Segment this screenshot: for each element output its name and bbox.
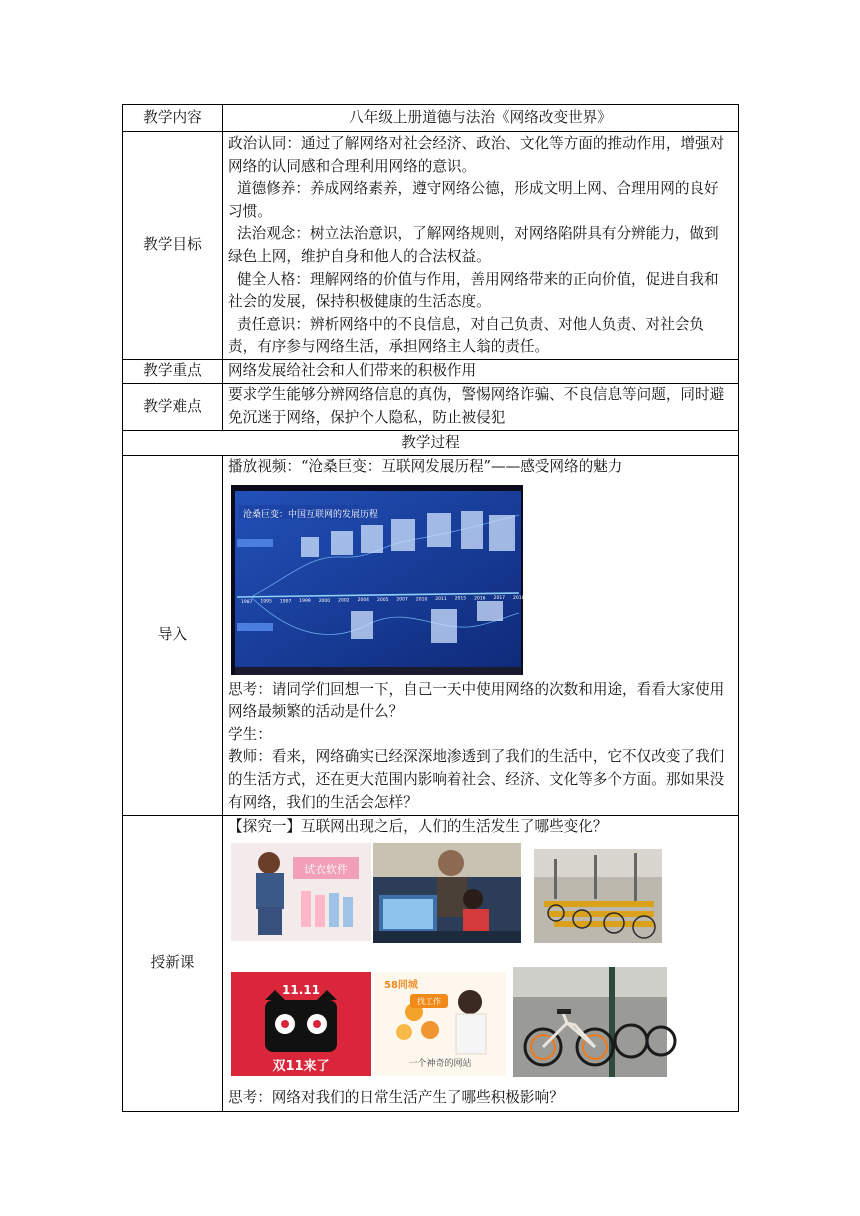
slide-year-label: 2005 [377,597,389,603]
slide-year-label: 1999 [299,598,311,604]
label-new-lesson: 授新课 [123,815,223,1111]
slide-title: 沧桑巨变：中国互联网的发展历程 [243,509,379,520]
value-intro [223,455,739,815]
slide-year-label: 2011 [435,596,447,602]
label-key-point: 教学重点 [123,359,223,383]
value-new-lesson [223,815,739,1111]
goal-1: 政治认同：通过了解网络对社会经济、政治、文化等方面的推动作用，增强对网络的认同感和合理利用网络的意识。 [228,135,725,175]
label-process: 教学过程 [123,430,739,455]
promo-date: 11.11 [282,982,320,997]
family-computer-photo [373,843,521,943]
video-line: 播放视频：“沧桑巨变：互联网发展历程”——感受网络的魅力 [228,457,623,475]
slide-year-label: 2004 [357,597,370,603]
slide-year-label: 2018至今 [513,595,534,601]
intro-teacher: 教师：看来，网络确实已经深深地渗透到了我们的生活中，它不仅改变了我们的生活方式，还在更大范围内影响着社会、经济、文化等多个方面。那如果没有网络，我们的生活会怎样？ [228,748,725,811]
value-goals [223,132,739,360]
try-on-label: 试衣软件 [304,862,348,876]
photo-grid [228,839,733,1087]
slide-year-label: 2010 [415,596,428,602]
goal-5: 责任意识：辨析网络中的不良信息，对自己负责、对他人负责、对社会负责，有序参与网络生活，承担网络主人翁的责任。 [228,315,705,356]
goal-3: 法治观念：树立法治意识，了解网络规则，对网络陷阱具有分辨能力，做到绿色上网，维护自身和他人的合法权益。 [228,225,719,265]
row-new-lesson [123,815,739,1111]
slide-year-label: 2007 [396,597,408,603]
double-eleven-photo [231,972,371,1076]
row-key-point [123,359,739,383]
row-difficulty [123,383,739,430]
slide-year-label: 1997 [279,598,292,604]
row-goals [123,132,739,360]
street-bikes-photo [513,967,667,1077]
slide-graphic [231,485,534,675]
promo-brand: 双11来了 [272,1058,330,1074]
slide-year-label: 1995 [260,599,272,605]
job-label: 找工作 [417,996,441,1006]
lesson-plan-table [122,104,739,1112]
goal-2: 道德修养：养成网络素养，遵守网络公德，形成文明上网、合理用网的良好习惯。 [228,180,719,220]
label-intro: 导入 [123,455,223,815]
slide-area [228,479,733,679]
58-tongcheng-photo [374,972,506,1076]
slide-year-label: 2017 [493,595,506,601]
explore-question: 【探究一】互联网出现之后，人们的生活发生了哪些变化？ [228,817,608,835]
intro-student: 学生： [228,725,272,743]
row-content [123,105,739,132]
value-key-point: 网络发展给社会和人们带来的积极作用 [223,359,739,383]
internet-history-slide [231,485,534,675]
value-content: 八年级上册道德与法治《网络改变世界》 [223,105,739,132]
row-intro [123,455,739,815]
row-process [123,430,739,455]
shared-bikes-photo [534,849,662,943]
slide-year-label: 2002 [338,598,350,604]
slide-year-label: 2000 [318,598,331,604]
try-on-app-photo [231,843,371,941]
lesson-think: 思考：网络对我们的日常生活产生了哪些积极影响？ [228,1088,564,1106]
goal-4: 健全人格：理解网络的价值与作用，善用网络带来的正向价值，促进自我和社会的发展，保持积极健康的生活态度。 [228,270,719,311]
label-difficulty: 教学难点 [123,383,223,430]
intro-think: 思考：请同学们回想一下，自己一天中使用网络的次数和用途，看看大家使用网络最频繁的活动是什么？ [228,680,725,721]
slide-year-label: 2016 [474,595,486,601]
value-difficulty: 要求学生能够分辨网络信息的真伪，警惕网络诈骗、不良信息等问题，同时避免沉迷于网络，保护个人隐私，防止被侵犯 [223,383,739,430]
label-goals: 教学目标 [123,132,223,360]
site-slogan: 一个神奇的网站 [408,1058,472,1069]
slide-year-label: 1987 [241,599,253,605]
label-content: 教学内容 [123,105,223,132]
site-logo: 58同城 [384,979,418,991]
slide-year-label: 2015 [454,596,467,602]
